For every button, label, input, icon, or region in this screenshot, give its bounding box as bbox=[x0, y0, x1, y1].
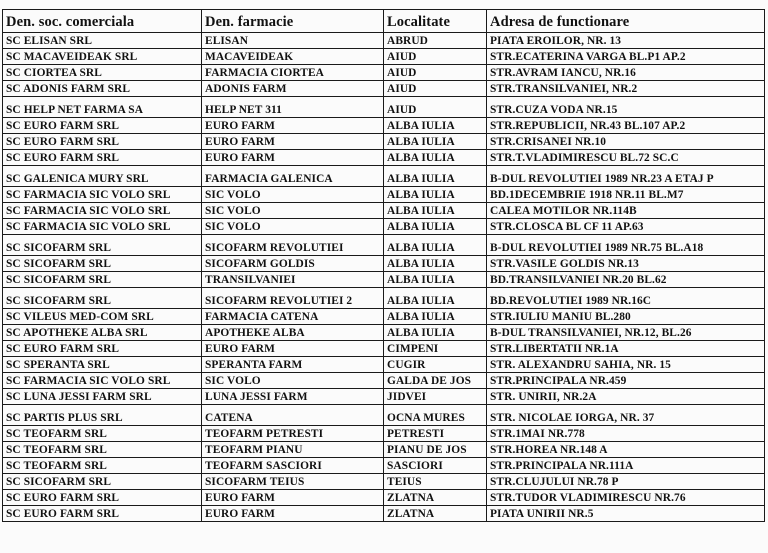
cell-address: STR.VASILE GOLDIS NR.13 bbox=[487, 256, 765, 272]
cell-locality: AIUD bbox=[384, 81, 487, 97]
cell-address: STR.CLOSCA BL CF 11 AP.63 bbox=[487, 219, 765, 235]
cell-company: SC EURO FARM SRL bbox=[3, 134, 202, 150]
cell-locality: ALBA IULIA bbox=[384, 118, 487, 134]
cell-company: SC FARMACIA SIC VOLO SRL bbox=[3, 373, 202, 389]
cell-locality: ZLATNA bbox=[384, 506, 487, 522]
cell-pharmacy: MACAVEIDEAK bbox=[202, 49, 384, 65]
cell-company: SC FARMACIA SIC VOLO SRL bbox=[3, 187, 202, 203]
cell-address: STR.1MAI NR.778 bbox=[487, 426, 765, 442]
cell-company: SC SICOFARM SRL bbox=[3, 256, 202, 272]
cell-locality: ALBA IULIA bbox=[384, 150, 487, 166]
table-row bbox=[3, 134, 765, 150]
cell-company: SC FARMACIA SIC VOLO SRL bbox=[3, 203, 202, 219]
cell-company: SC SICOFARM SRL bbox=[3, 272, 202, 288]
cell-locality: ALBA IULIA bbox=[384, 219, 487, 235]
cell-pharmacy: FARMACIA GALENICA bbox=[202, 166, 384, 187]
cell-locality: ALBA IULIA bbox=[384, 288, 487, 309]
cell-address: BD.1DECEMBRIE 1918 NR.11 BL.M7 bbox=[487, 187, 765, 203]
pharmacy-table bbox=[2, 9, 765, 522]
cell-address: STR. NICOLAE IORGA, NR. 37 bbox=[487, 405, 765, 426]
cell-company: SC PARTIS PLUS SRL bbox=[3, 405, 202, 426]
cell-address: BD.TRANSILVANIEI NR.20 BL.62 bbox=[487, 272, 765, 288]
cell-pharmacy: APOTHEKE ALBA bbox=[202, 325, 384, 341]
cell-company: SC HELP NET FARMA SA bbox=[3, 97, 202, 118]
cell-pharmacy: SIC VOLO bbox=[202, 187, 384, 203]
cell-address: STR. UNIRII, NR.2A bbox=[487, 389, 765, 405]
table-row bbox=[3, 166, 765, 187]
cell-pharmacy: FARMACIA CATENA bbox=[202, 309, 384, 325]
cell-locality: ALBA IULIA bbox=[384, 256, 487, 272]
cell-pharmacy: EURO FARM bbox=[202, 118, 384, 134]
cell-pharmacy: EURO FARM bbox=[202, 134, 384, 150]
cell-pharmacy: EURO FARM bbox=[202, 506, 384, 522]
cell-company: SC SPERANTA SRL bbox=[3, 357, 202, 373]
table-row bbox=[3, 97, 765, 118]
cell-pharmacy: EURO FARM bbox=[202, 150, 384, 166]
table-header-row bbox=[3, 10, 765, 33]
cell-locality: ALBA IULIA bbox=[384, 272, 487, 288]
cell-pharmacy: TEOFARM PETRESTI bbox=[202, 426, 384, 442]
cell-locality: AIUD bbox=[384, 49, 487, 65]
cell-locality: ABRUD bbox=[384, 33, 487, 49]
cell-address: STR.HOREA NR.148 A bbox=[487, 442, 765, 458]
cell-pharmacy: EURO FARM bbox=[202, 341, 384, 357]
cell-company: SC EURO FARM SRL bbox=[3, 118, 202, 134]
table-row bbox=[3, 357, 765, 373]
cell-company: SC EURO FARM SRL bbox=[3, 150, 202, 166]
cell-address: STR. ALEXANDRU SAHIA, NR. 15 bbox=[487, 357, 765, 373]
cell-locality: ALBA IULIA bbox=[384, 166, 487, 187]
cell-company: SC GALENICA MURY SRL bbox=[3, 166, 202, 187]
cell-address: STR.AVRAM IANCU, NR.16 bbox=[487, 65, 765, 81]
cell-locality: ALBA IULIA bbox=[384, 203, 487, 219]
cell-locality: ALBA IULIA bbox=[384, 187, 487, 203]
cell-locality: ALBA IULIA bbox=[384, 309, 487, 325]
cell-locality: ALBA IULIA bbox=[384, 134, 487, 150]
cell-pharmacy: TEOFARM SASCIORI bbox=[202, 458, 384, 474]
table-row bbox=[3, 442, 765, 458]
cell-address: STR.T.VLADIMIRESCU BL.72 SC.C bbox=[487, 150, 765, 166]
cell-address: STR.CRISANEI NR.10 bbox=[487, 134, 765, 150]
cell-pharmacy: SICOFARM GOLDIS bbox=[202, 256, 384, 272]
cell-pharmacy: EURO FARM bbox=[202, 490, 384, 506]
table-row bbox=[3, 490, 765, 506]
cell-company: SC ADONIS FARM SRL bbox=[3, 81, 202, 97]
cell-company: SC TEOFARM SRL bbox=[3, 458, 202, 474]
table-row bbox=[3, 235, 765, 256]
cell-locality: PETRESTI bbox=[384, 426, 487, 442]
cell-locality: SASCIORI bbox=[384, 458, 487, 474]
cell-pharmacy: TEOFARM PIANU bbox=[202, 442, 384, 458]
table-row bbox=[3, 219, 765, 235]
cell-address: STR.PRINCIPALA NR.111A bbox=[487, 458, 765, 474]
table-row bbox=[3, 187, 765, 203]
cell-locality: TEIUS bbox=[384, 474, 487, 490]
cell-locality: OCNA MURES bbox=[384, 405, 487, 426]
cell-company: SC EURO FARM SRL bbox=[3, 341, 202, 357]
table-row bbox=[3, 325, 765, 341]
cell-company: SC CIORTEA SRL bbox=[3, 65, 202, 81]
header-company-name: Den. soc. comerciala bbox=[3, 10, 202, 33]
cell-pharmacy: SPERANTA FARM bbox=[202, 357, 384, 373]
table-row bbox=[3, 118, 765, 134]
cell-pharmacy: LUNA JESSI FARM bbox=[202, 389, 384, 405]
cell-company: SC APOTHEKE ALBA SRL bbox=[3, 325, 202, 341]
cell-address: PIATA UNIRII NR.5 bbox=[487, 506, 765, 522]
table-row bbox=[3, 426, 765, 442]
cell-locality: JIDVEI bbox=[384, 389, 487, 405]
table-row bbox=[3, 65, 765, 81]
table-row bbox=[3, 506, 765, 522]
cell-address: B-DUL REVOLUTIEI 1989 NR.75 BL.A18 bbox=[487, 235, 765, 256]
table-row bbox=[3, 81, 765, 97]
cell-pharmacy: SIC VOLO bbox=[202, 373, 384, 389]
cell-company: SC TEOFARM SRL bbox=[3, 442, 202, 458]
table-row bbox=[3, 288, 765, 309]
cell-address: STR.REPUBLICII, NR.43 BL.107 AP.2 bbox=[487, 118, 765, 134]
table-row bbox=[3, 405, 765, 426]
cell-address: B-DUL REVOLUTIEI 1989 NR.23 A ETAJ P bbox=[487, 166, 765, 187]
table-row bbox=[3, 373, 765, 389]
cell-locality: PIANU DE JOS bbox=[384, 442, 487, 458]
table-row bbox=[3, 458, 765, 474]
cell-pharmacy: SICOFARM REVOLUTIEI bbox=[202, 235, 384, 256]
header-locality: Localitate bbox=[384, 10, 487, 33]
cell-company: SC ELISAN SRL bbox=[3, 33, 202, 49]
table-row bbox=[3, 474, 765, 490]
cell-address: STR.CUZA VODA NR.15 bbox=[487, 97, 765, 118]
cell-address: STR.TRANSILVANIEI, NR.2 bbox=[487, 81, 765, 97]
cell-locality: CIMPENI bbox=[384, 341, 487, 357]
cell-pharmacy: ELISAN bbox=[202, 33, 384, 49]
cell-pharmacy: SIC VOLO bbox=[202, 203, 384, 219]
table-row bbox=[3, 389, 765, 405]
cell-address: B-DUL TRANSILVANIEI, NR.12, BL.26 bbox=[487, 325, 765, 341]
cell-address: CALEA MOTILOR NR.114B bbox=[487, 203, 765, 219]
cell-address: STR.PRINCIPALA NR.459 bbox=[487, 373, 765, 389]
cell-company: SC SICOFARM SRL bbox=[3, 235, 202, 256]
cell-address: STR.LIBERTATII NR.1A bbox=[487, 341, 765, 357]
cell-pharmacy: SICOFARM REVOLUTIEI 2 bbox=[202, 288, 384, 309]
cell-address: PIATA EROILOR, NR. 13 bbox=[487, 33, 765, 49]
cell-pharmacy: SICOFARM TEIUS bbox=[202, 474, 384, 490]
cell-address: STR.IULIU MANIU BL.280 bbox=[487, 309, 765, 325]
cell-locality: GALDA DE JOS bbox=[384, 373, 487, 389]
table-row bbox=[3, 309, 765, 325]
cell-company: SC SICOFARM SRL bbox=[3, 288, 202, 309]
cell-pharmacy: HELP NET 311 bbox=[202, 97, 384, 118]
table-row bbox=[3, 341, 765, 357]
cell-company: SC TEOFARM SRL bbox=[3, 426, 202, 442]
cell-company: SC EURO FARM SRL bbox=[3, 506, 202, 522]
cell-pharmacy: CATENA bbox=[202, 405, 384, 426]
cell-locality: CUGIR bbox=[384, 357, 487, 373]
cell-pharmacy: SIC VOLO bbox=[202, 219, 384, 235]
cell-locality: AIUD bbox=[384, 97, 487, 118]
table-row bbox=[3, 150, 765, 166]
table-row bbox=[3, 49, 765, 65]
cell-locality: AIUD bbox=[384, 65, 487, 81]
cell-locality: ALBA IULIA bbox=[384, 325, 487, 341]
cell-company: SC LUNA JESSI FARM SRL bbox=[3, 389, 202, 405]
cell-address: BD.REVOLUTIEI 1989 NR.16C bbox=[487, 288, 765, 309]
header-address: Adresa de functionare bbox=[487, 10, 765, 33]
cell-locality: ZLATNA bbox=[384, 490, 487, 506]
cell-locality: ALBA IULIA bbox=[384, 235, 487, 256]
table-row bbox=[3, 203, 765, 219]
table-row bbox=[3, 256, 765, 272]
cell-pharmacy: ADONIS FARM bbox=[202, 81, 384, 97]
cell-company: SC SICOFARM SRL bbox=[3, 474, 202, 490]
cell-company: SC FARMACIA SIC VOLO SRL bbox=[3, 219, 202, 235]
cell-address: STR.TUDOR VLADIMIRESCU NR.76 bbox=[487, 490, 765, 506]
cell-address: STR.ECATERINA VARGA BL.P1 AP.2 bbox=[487, 49, 765, 65]
cell-company: SC EURO FARM SRL bbox=[3, 490, 202, 506]
table-row bbox=[3, 33, 765, 49]
cell-pharmacy: TRANSILVANIEI bbox=[202, 272, 384, 288]
cell-pharmacy: FARMACIA CIORTEA bbox=[202, 65, 384, 81]
cell-company: SC VILEUS MED-COM SRL bbox=[3, 309, 202, 325]
cell-address: STR.CLUJULUI NR.78 P bbox=[487, 474, 765, 490]
table-row bbox=[3, 272, 765, 288]
header-pharmacy-name: Den. farmacie bbox=[202, 10, 384, 33]
cell-company: SC MACAVEIDEAK SRL bbox=[3, 49, 202, 65]
